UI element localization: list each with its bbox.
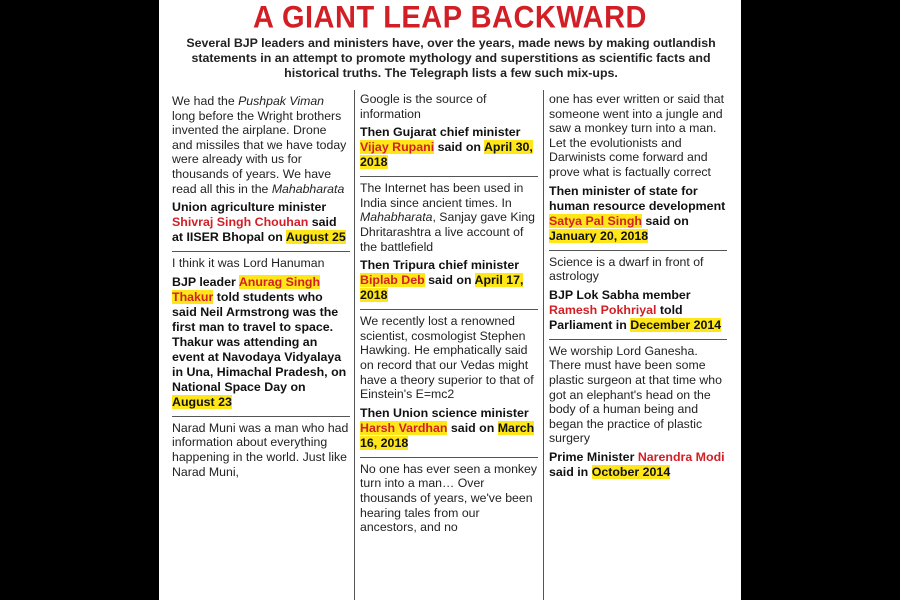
attribution: BJP leader Anurag Singh Thakur told students who said Neil Armstrong was the first man to travel to space. Thakur was attending an event at Navodaya Vidyalaya in Una, Himachal Pradesh, on National Space Day on August 23: [172, 274, 347, 409]
quote-item-chouhan: [172, 90, 350, 252]
statement-date: August 25: [285, 230, 346, 245]
quote-item-modi: [549, 340, 727, 486]
statement-date: March 16, 2018: [360, 420, 535, 450]
column-3: [549, 90, 727, 486]
attribution: Then Gujarat chief minister Vijay Rupani said on April 30, 2018: [360, 125, 533, 170]
intro-body: Several BJP leaders and ministers have, over the years, made news by making outlandish statements in an attempt to promote mythology and superstitions as scientific facts and historical truths.: [186, 36, 716, 80]
newspaper-clipping: [159, 0, 741, 600]
quote-item-vardhan: [360, 310, 538, 458]
speaker-name: Anurag Singh Thakur: [172, 274, 321, 304]
speaker-name: Ramesh Pokhriyal: [549, 302, 657, 317]
speaker-name: Harsh Vardhan: [360, 420, 448, 435]
quote-text: We had the Pushpak Viman long before the Wright brothers invented the airplane. Drone and missiles that we have today were already with us for thousands of years. We have read all this in the Mahabharata: [172, 94, 347, 196]
quote-text: Narad Muni was a man who had information about everything happening in the world. Just like Narad Muni,: [172, 420, 349, 479]
quote-text: The Internet has been used in India since ancient times. In Mahabharata, Sanjay gave King Dhritarashtra a live account of the battlefield: [360, 181, 536, 254]
statement-date: April 30, 2018: [360, 140, 533, 170]
column-divider: [354, 90, 355, 600]
speaker-name: Shivraj Singh Chouhan: [172, 215, 309, 230]
quote-item-singh-start: [360, 458, 538, 545]
column-1: [172, 90, 350, 489]
quote-text: Science is a dwarf in front of astrology: [549, 254, 704, 284]
quote-item-rupani: [360, 90, 538, 177]
column-divider: [543, 90, 544, 600]
statement-date: October 2014: [591, 464, 671, 479]
statement-date: August 23: [172, 394, 232, 409]
intro-text: [177, 36, 725, 80]
speaker-name: Vijay Rupani: [360, 140, 435, 155]
quote-item-thakur: [172, 252, 350, 417]
quote-text: Google is the source of information: [360, 92, 487, 121]
attribution: Prime Minister Narendra Modi said in October 2014: [549, 449, 725, 479]
intro-tail: lists a few such mix-ups.: [471, 65, 618, 80]
attribution: Union agriculture minister Shivraj Singh Chouhan said at IISER Bhopal on August 25: [172, 200, 346, 245]
newspaper-name: The Telegraph: [384, 65, 469, 80]
column-2: [360, 90, 538, 545]
quote-text: We recently lost a renowned scientist, cosmologist Stephen Hawking. He emphatically said on record that our Vedas might have a theory superior to that of Einstein's E=mc2: [360, 314, 534, 402]
quote-item-rupani-start: [172, 417, 350, 489]
statement-date: April 17, 2018: [360, 273, 524, 303]
headline: A GIANT LEAP BACKWARD: [253, 0, 647, 36]
attribution: Then minister of state for human resource development Satya Pal Singh said on January 20, 2018: [549, 183, 726, 243]
attribution: BJP Lok Sabha member Ramesh Pokhriyal told Parliament in December 2014: [549, 287, 722, 332]
speaker-name: Biplab Deb: [360, 273, 425, 288]
speaker-name: Satya Pal Singh: [549, 213, 642, 228]
quote-item-deb: [360, 177, 538, 310]
attribution: Then Tripura chief minister Biplab Deb said on April 17, 2018: [360, 258, 524, 303]
quote-text: one has ever written or said that someone went into a jungle and saw a monkey turn into a man. Let the evolutionists and Darwinists come forward and prove what is factually correct: [549, 92, 724, 179]
quote-item-singh: [549, 90, 727, 251]
quote-text: No one has ever seen a monkey turn into a man… Over thousands of years, we've been hearing tales from our ancestors, and no: [360, 461, 538, 535]
quote-text: We worship Lord Ganesha. There must have been some plastic surgeon at that time who got an elephant's head on the body of a human being and began the practice of plastic surgery: [549, 343, 722, 446]
attribution: Then Union science minister Harsh Vardhan said on March 16, 2018: [360, 405, 535, 450]
quote-item-pokhriyal: [549, 251, 727, 340]
statement-date: January 20, 2018: [549, 228, 649, 243]
quote-text: I think it was Lord Hanuman: [172, 256, 325, 271]
statement-date: December 2014: [630, 317, 722, 332]
speaker-name: Narendra Modi: [637, 449, 725, 464]
